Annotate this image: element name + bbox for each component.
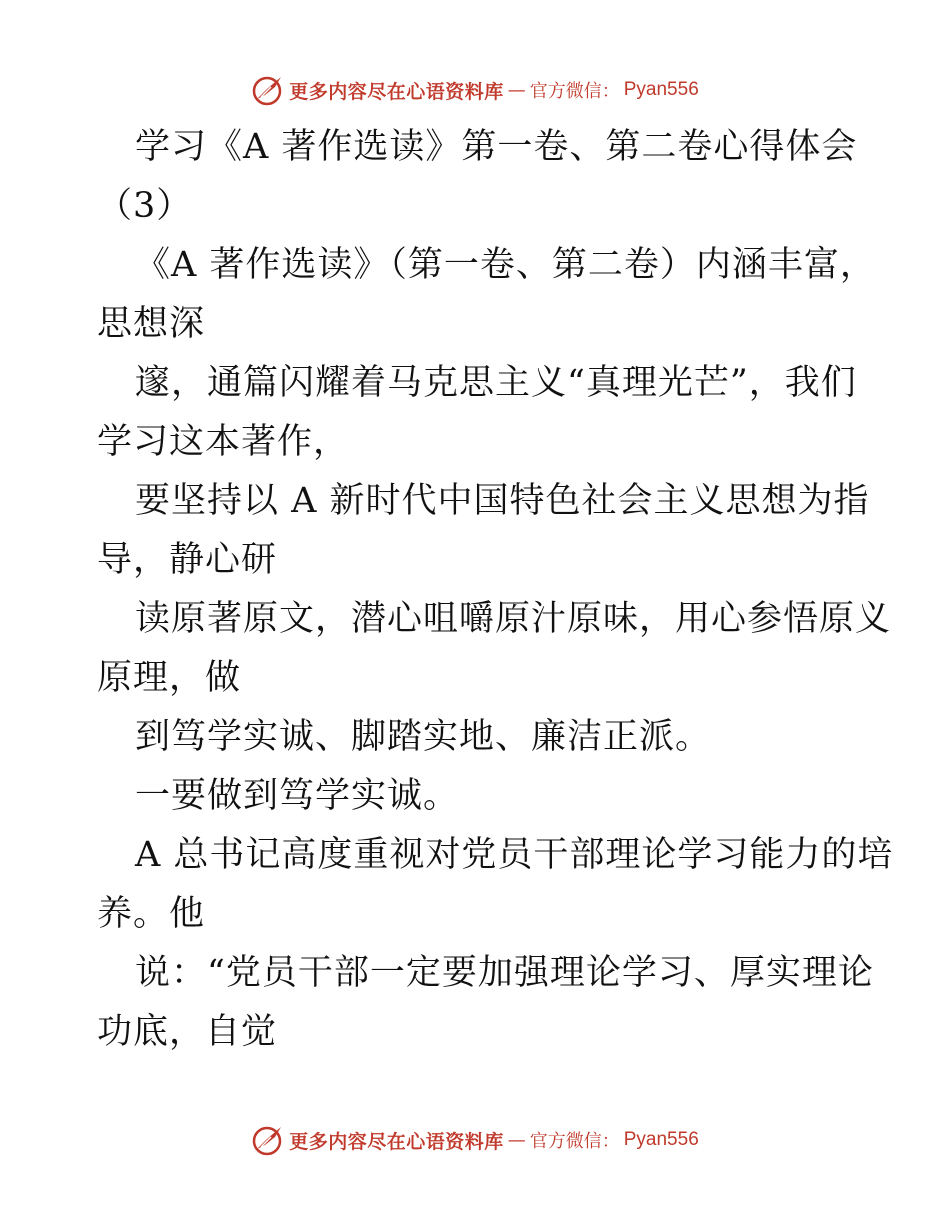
paragraph-line: A 总书记高度重视对党员干部理论学习能力的培: [135, 835, 894, 875]
document-title-line-1: 学习《A 著作选读》第一卷、第二卷心得体会: [135, 127, 858, 167]
document-title-line-2: （3）: [97, 186, 193, 226]
paragraph-line: 《A 著作选读》（第一卷、第二卷）内涵丰富，: [135, 245, 876, 285]
footer-banner-label: 官方微信：: [529, 1131, 620, 1152]
paragraph-line: 说：“党员干部一定要加强理论学习、厚实理论: [135, 953, 874, 993]
paragraph-line: 邃，通篇闪耀着马克思主义“真理光芒”，我们: [135, 363, 857, 403]
footer-banner: [0, 1120, 950, 1160]
section-heading-line: 一要做到笃学实诚。: [135, 776, 460, 816]
paragraph-line: 要坚持以 A 新时代中国特色社会主义思想为指: [135, 481, 870, 521]
paragraph-line: 到笃学实诚、脚踏实地、廉洁正派。: [135, 717, 712, 757]
header-banner-label: 官方微信：: [529, 81, 620, 102]
footer-banner-text: 更多内容尽在心语资料库: [289, 1130, 504, 1153]
header-banner-text: 更多内容尽在心语资料库: [289, 80, 504, 103]
footer-banner-wechat-id: Pyan556: [623, 1129, 699, 1150]
header-banner-separator: —: [507, 79, 526, 101]
quill-pen-logo-icon: [251, 73, 285, 107]
paragraph-line: 养。他: [97, 894, 206, 934]
footer-banner-separator: —: [507, 1129, 526, 1151]
quill-pen-logo-icon: [251, 1123, 285, 1157]
header-banner: [0, 70, 950, 110]
paragraph-line: 导，静心研: [97, 540, 278, 580]
document-body: [97, 118, 894, 1062]
paragraph-line: 读原著原文，潜心咀嚼原汁原味，用心参悟原义: [135, 599, 892, 639]
paragraph-line: 学习这本著作，: [97, 422, 350, 462]
paragraph-line: 原理，做: [97, 658, 242, 698]
paragraph-line: 思想深: [97, 304, 206, 344]
paragraph-line: 功底，自觉: [97, 1012, 278, 1052]
header-banner-wechat-id: Pyan556: [623, 79, 699, 100]
